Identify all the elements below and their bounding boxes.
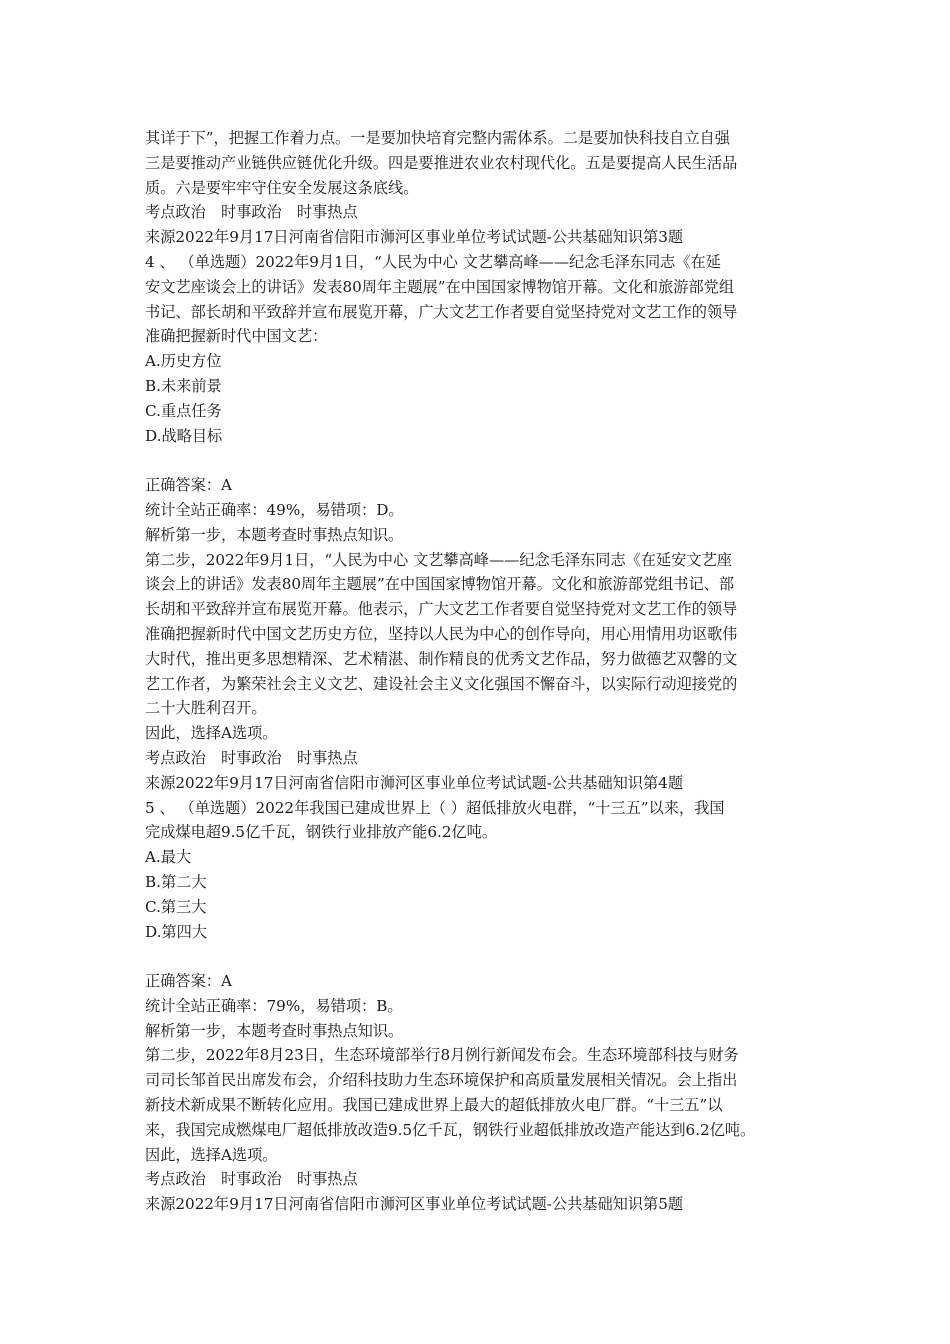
q5-stem-line-1: 5 、 （单选题）2022年我国已建成世界上（ ）超低排放火电群，“十三五”以来，我国: [145, 798, 725, 817]
q4-stem-line-4: 准确把握新时代中国文艺：: [145, 327, 328, 346]
blank-line: [145, 944, 809, 969]
document-page: [145, 126, 809, 1217]
q4-tags: 考点政治 时事政治 时事热点: [145, 748, 358, 767]
q4-stem-line-1: 4 、 （单选题）2022年9月1日，“人民为中心 文艺攀高峰——纪念毛泽东同志《在延: [145, 252, 721, 271]
q5-option-b: B.第二大: [145, 872, 207, 891]
q5-answer: 正确答案：A: [145, 972, 232, 991]
q3-tags: 考点政治 时事政治 时事热点: [145, 203, 358, 222]
q4-stats: 统计全站正确率：49%，易错项：D。: [145, 500, 404, 519]
q4-analysis-line-6: 艺工作者，为繁荣社会主义文艺、建设社会主义文化强国不懈奋斗，以实际行动迎接党的: [145, 674, 738, 693]
q3-source: 来源2022年9月17日河南省信阳市浉河区事业单位考试试题-公共基础知识第3题: [145, 228, 684, 247]
q5-option-d: D.第四大: [145, 922, 208, 941]
q5-analysis-line-1: 第二步，2022年8月23日，生态环境部举行8月例行新闻发布会。生态环境部科技与财务: [145, 1046, 739, 1065]
q5-tags: 考点政治 时事政治 时事热点: [145, 1170, 358, 1189]
q4-analysis-line-4: 准确把握新时代中国文艺历史方位，坚持以人民为中心的创作导向，用心用情用功讴歌伟: [145, 624, 738, 643]
q5-analysis-line-2: 司司长邹首民出席发布会，介绍科技助力生态环境保护和高质量发展相关情况。会上指出: [145, 1071, 738, 1090]
q4-analysis-line-7: 二十大胜利召开。: [145, 699, 267, 718]
q5-option-c: C.第三大: [145, 897, 207, 916]
q5-source: 来源2022年9月17日河南省信阳市浉河区事业单位考试试题-公共基础知识第5题: [145, 1195, 684, 1214]
q4-option-c: C.重点任务: [145, 401, 222, 420]
q4-answer: 正确答案：A: [145, 476, 232, 495]
blank-line: [145, 448, 809, 473]
q4-analysis-step1: 解析第一步，本题考查时事热点知识。: [145, 525, 404, 544]
text-line-1: 其详于下”，把握工作着力点。一是要加快培育完整内需体系。二是要加快科技自立自强: [145, 129, 730, 147]
q5-analysis-line-4: 来，我国完成燃煤电厂超低排放改造9.5亿千瓦，钢铁行业超低排放改造产能达到6.2亿吨。: [145, 1120, 756, 1139]
q5-stem-line-2: 完成煤电超9.5亿千瓦，钢铁行业排放产能6.2亿吨。: [145, 823, 498, 842]
q4-analysis-line-2: 谈会上的讲话》发表80周年主题展”在中国国家博物馆开幕。文化和旅游部党组书记、部: [145, 575, 735, 594]
text-line-2: 三是要推动产业链供应链优化升级。四是要推进农业农村现代化。五是要提高人民生活品: [145, 153, 738, 172]
q4-conclusion: 因此，选择A选项。: [145, 724, 278, 743]
q4-option-b: B.未来前景: [145, 376, 222, 395]
q5-conclusion: 因此，选择A选项。: [145, 1145, 278, 1164]
q4-analysis-line-5: 大时代，推出更多思想精深、艺术精湛、制作精良的优秀文艺作品，努力做德艺双馨的文: [145, 649, 738, 668]
q4-stem-line-3: 书记、部长胡和平致辞并宣布展览开幕，广大文艺工作者要自觉坚持党对文艺工作的领导: [145, 302, 738, 321]
q4-option-a: A.历史方位: [145, 352, 222, 371]
q5-stats: 统计全站正确率：79%，易错项：B。: [145, 996, 403, 1015]
q4-analysis-line-1: 第二步，2022年9月1日，“人民为中心 文艺攀高峰——纪念毛泽东同志《在延安文艺座: [145, 550, 732, 569]
q4-option-d: D.战略目标: [145, 426, 223, 445]
q4-stem-line-2: 安文艺座谈会上的讲话》发表80周年主题展”在中国国家博物馆开幕。文化和旅游部党组: [145, 277, 735, 296]
q4-analysis-line-3: 长胡和平致辞并宣布展览开幕。他表示，广大文艺工作者要自觉坚持党对文艺工作的领导: [145, 600, 738, 619]
q5-option-a: A.最大: [145, 848, 192, 867]
text-line-3: 质。六是要牢牢守住安全发展这条底线。: [145, 178, 419, 197]
q5-analysis-step1: 解析第一步，本题考查时事热点知识。: [145, 1021, 404, 1040]
q4-source: 来源2022年9月17日河南省信阳市浉河区事业单位考试试题-公共基础知识第4题: [145, 773, 684, 792]
q5-analysis-line-3: 新技术新成果不断转化应用。我国已建成世界上最大的超低排放火电厂群。“十三五”以: [145, 1096, 723, 1115]
